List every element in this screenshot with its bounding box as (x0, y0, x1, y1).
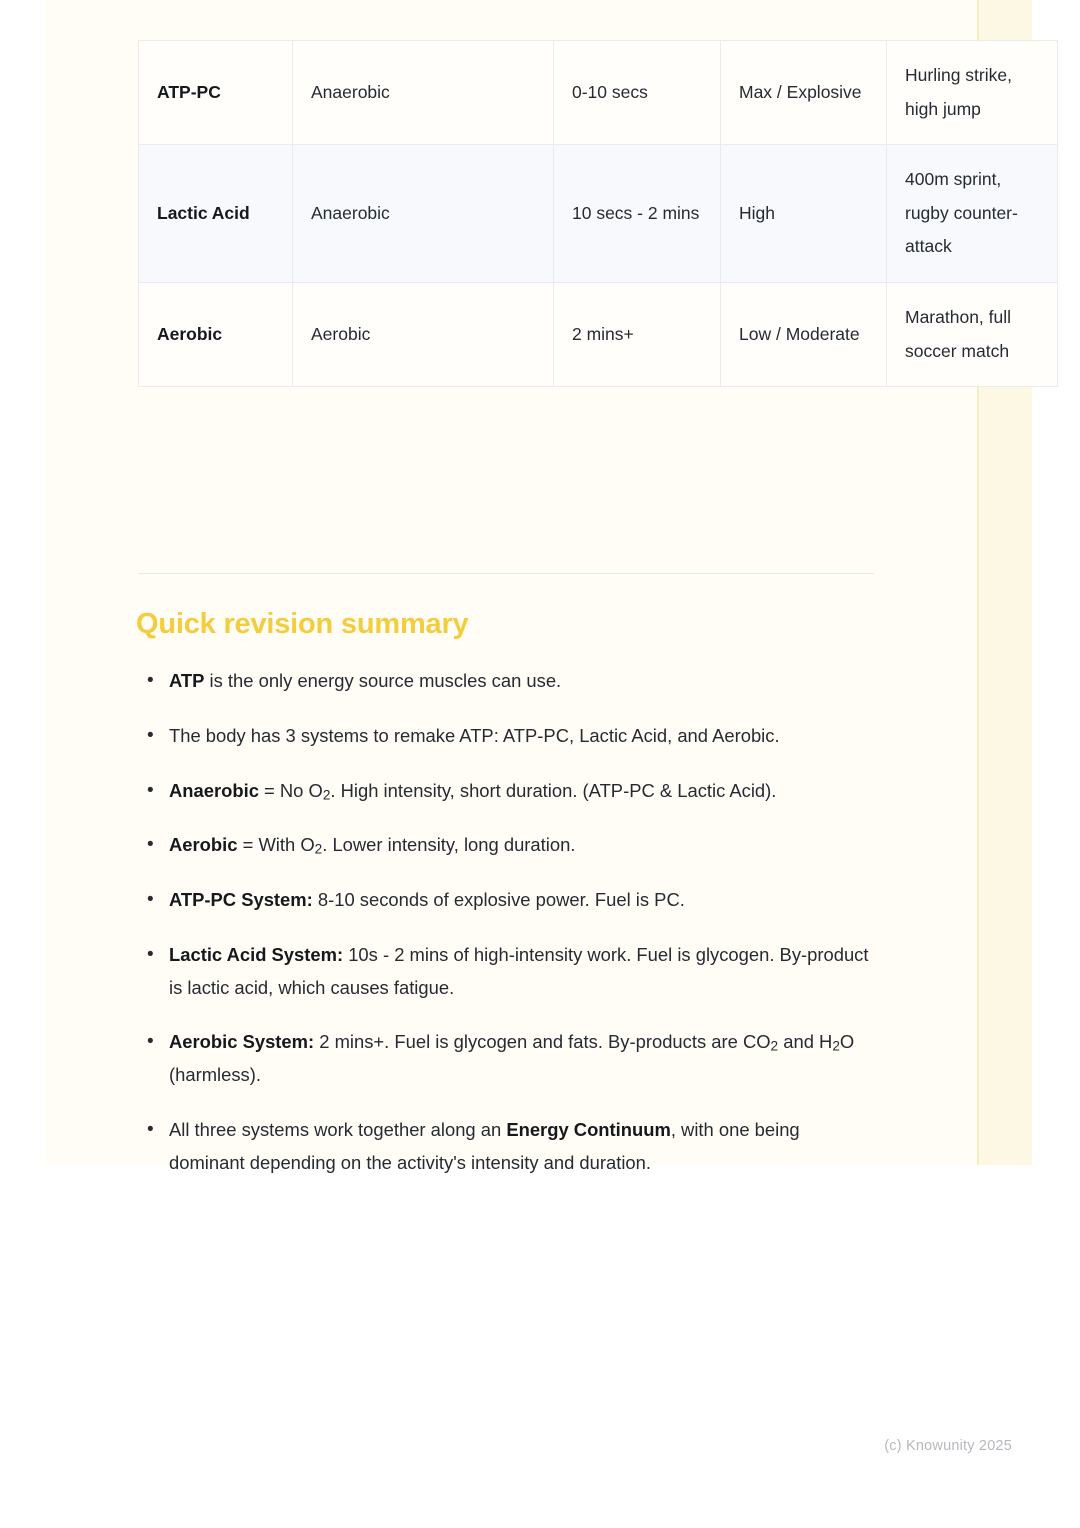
list-item (136, 1026, 876, 1092)
list-item-text: The body has 3 systems to remake ATP: ATP-PC, Lactic Acid, and Aerobic. (169, 724, 780, 746)
list-item-text: is the only energy source muscles can use. (204, 670, 562, 691)
page-title: Quick revision summary (136, 608, 469, 640)
quick-revision-summary-list (136, 665, 876, 1201)
list-item-lead: ATP (169, 670, 205, 691)
list-item (136, 1114, 876, 1180)
table-row (139, 282, 1058, 386)
list-item (136, 720, 876, 753)
list-item-text-tail-2: O (harmless). (169, 1031, 855, 1085)
list-item-lead: ATP-PC System: (169, 889, 313, 910)
footer-credit: (c) Knowunity 2025 (884, 1438, 1012, 1454)
cell-type: Anaerobic (293, 145, 554, 283)
list-item-text-tail: and H (778, 1031, 833, 1053)
list-item-lead: Anaerobic (169, 779, 259, 801)
subscript-two: 2 (314, 841, 323, 857)
list-item-text: 2 mins+. Fuel is glycogen and fats. By-products are CO (314, 1031, 771, 1053)
cell-intensity: Max / Explosive (721, 41, 887, 145)
cell-duration: 2 mins+ (554, 282, 721, 386)
list-item-text: All three systems work together along an (169, 1118, 507, 1140)
cell-type: Anaerobic (293, 41, 554, 145)
list-item-text: 8-10 seconds of explosive power. Fuel is PC. (312, 889, 685, 910)
table-row (139, 41, 1058, 145)
cell-system: Lactic Acid (139, 145, 293, 283)
list-item (136, 665, 876, 698)
cell-system: ATP-PC (139, 41, 293, 145)
cell-examples: Marathon, full soccer match (887, 282, 1058, 386)
list-item-text: = No O (258, 779, 323, 801)
subscript-two: 2 (770, 1038, 779, 1054)
cell-examples: 400m sprint, rugby counter-attack (887, 145, 1058, 283)
cell-intensity: High (721, 145, 887, 283)
subscript-two: 2 (322, 786, 331, 802)
list-item (136, 884, 876, 917)
cell-type: Aerobic (293, 282, 554, 386)
list-item (136, 829, 876, 862)
energy-systems-table (138, 40, 1058, 387)
list-item-lead: Aerobic System: (169, 1031, 315, 1053)
list-item-lead: Lactic Acid System: (169, 943, 344, 965)
list-item-text-tail: . Lower intensity, long duration. (322, 834, 576, 856)
subscript-two: 2 (832, 1038, 840, 1054)
document-page (45, 0, 1032, 1173)
table-row (139, 145, 1058, 283)
list-item-text: = With O (237, 834, 315, 856)
cell-intensity: Low / Moderate (721, 282, 887, 386)
cell-duration: 10 secs - 2 mins (554, 145, 721, 283)
list-item (136, 775, 876, 808)
list-item-text: 10s - 2 mins of high-intensity work. Fuel is glycogen. By-product is lactic acid, which causes fatigue. (169, 943, 869, 998)
page-content-area (45, 0, 1018, 1173)
list-item-text-tail: , with one being dominant depending on the activity's intensity and duration. (169, 1118, 800, 1173)
cell-examples: Hurling strike, high jump (887, 41, 1058, 145)
cell-duration: 0-10 secs (554, 41, 721, 145)
cell-system: Aerobic (139, 282, 293, 386)
section-divider (138, 573, 874, 574)
list-item (136, 939, 876, 1005)
list-item-text-tail: . High intensity, short duration. (ATP-PC & Lactic Acid). (330, 779, 777, 801)
list-item-emphasis: Energy Continuum (506, 1118, 671, 1140)
list-item-lead: Aerobic (169, 834, 238, 856)
